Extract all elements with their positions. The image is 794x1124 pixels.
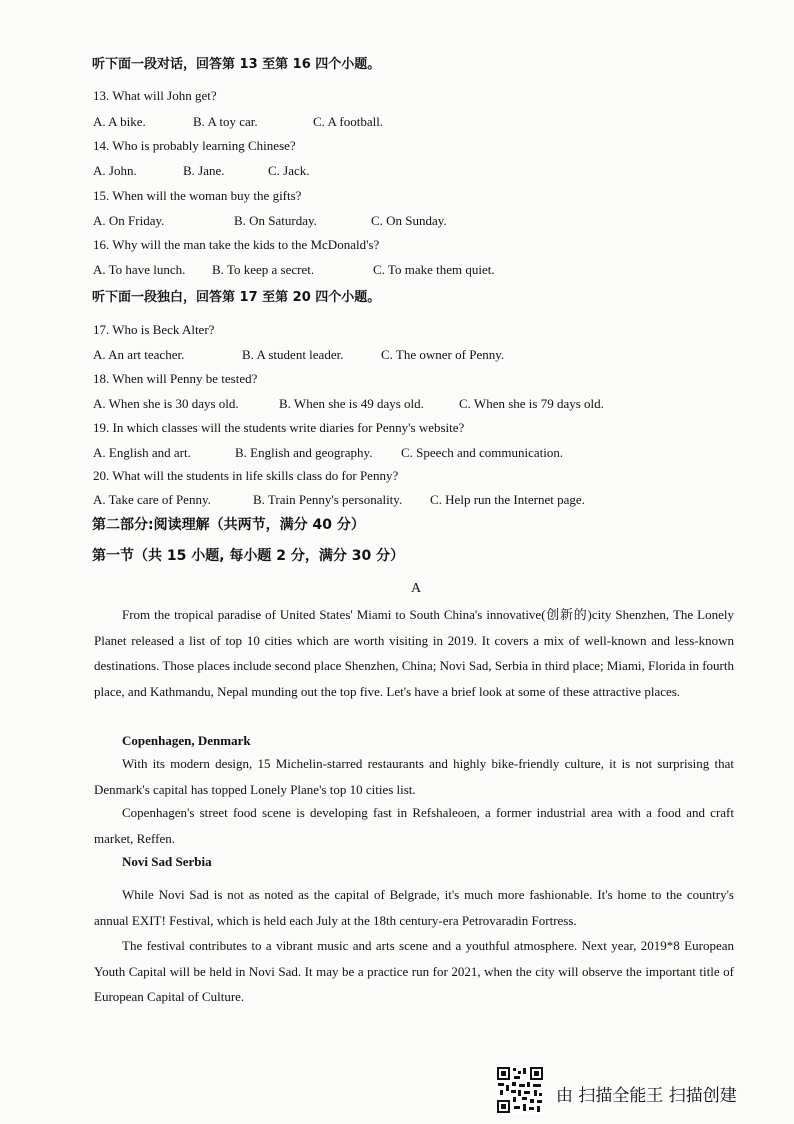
q19-option-a: A. English and art.: [93, 445, 191, 460]
q20-option-a: A. Take care of Penny.: [93, 492, 211, 507]
novisad-paragraph-2: The festival contributes to a vibrant music and arts scene and a youthful atmosphere. Next year, 2019*8 European Youth Capital will be held in Novi Sad. It may be a practice run for 2021, when the city will observe the important title of European Capital of Culture.: [94, 938, 734, 1004]
question-19: 19. In which classes will the students write diaries for Penny's website?: [93, 420, 465, 435]
qr-code-icon: [496, 1066, 544, 1114]
question-18: 18. When will Penny be tested?: [93, 371, 258, 386]
section-title: 第一节（共 15 小题, 每小题 2 分，满分 30 分）: [92, 548, 405, 564]
q14-option-a: A. John.: [93, 163, 137, 178]
question-16: 16. Why will the man take the kids to the McDonald's?: [93, 237, 380, 252]
q17-option-b: B. A student leader.: [242, 347, 344, 362]
q19-option-b: B. English and geography.: [235, 445, 373, 460]
q17-option-a: A. An art teacher.: [93, 347, 185, 362]
q18-option-a: A. When she is 30 days old.: [93, 396, 239, 411]
copenhagen-paragraph-1: With its modern design, 15 Michelin-starred restaurants and highly bike-friendly culture, it is not surprising that Denmark's capital has topped Lonely Plane's top 10 cities list.: [94, 756, 734, 797]
question-17: 17. Who is Beck Alter?: [93, 322, 215, 337]
q15-option-a: A. On Friday.: [93, 213, 165, 228]
q18-option-c: C. When she is 79 days old.: [459, 396, 604, 411]
q20-option-b: B. Train Penny's personality.: [253, 492, 403, 507]
copenhagen-heading: Copenhagen, Denmark: [122, 733, 251, 748]
novisad-paragraph-1: While Novi Sad is not as noted as the capital of Belgrade, it's much more fashionable. It's home to the country's annual EXIT! Festival, which is held each July at the 18th century-era Petrovaradin Fortress.: [94, 887, 734, 928]
q16-option-c: C. To make them quiet.: [373, 262, 495, 277]
question-14: 14. Who is probably learning Chinese?: [93, 138, 296, 153]
q13-option-b: B. A toy car.: [193, 114, 258, 129]
q13-option-c: C. A football.: [313, 114, 384, 129]
q13-option-a: A. A bike.: [93, 114, 146, 129]
q16-option-b: B. To keep a secret.: [212, 262, 315, 277]
question-13: 13. What will John get?: [93, 88, 217, 103]
scan-watermark: 由 扫描全能王 扫描创建: [556, 1086, 737, 1106]
q16-option-a: A. To have lunch.: [93, 262, 186, 277]
intro-paragraph: From the tropical paradise of United States' Miami to South China's innovative(创新的)city Shenzhen, The Lonely Planet released a list of top 10 cities which are worth visiting in 2019. It covers a mix of well-known and less-known destinations. Those places include second place Shenzhen, China; Novi Sad, Serbia in third place; Miami, Florida in fourth place, and Kathmandu, Nepal munding out the top five. Let's have a brief look at some of these attractive places.: [94, 607, 734, 699]
novisad-heading: Novi Sad Serbia: [122, 854, 212, 869]
q14-option-c: C. Jack.: [268, 163, 310, 178]
q20-option-c: C. Help run the Internet page.: [430, 492, 585, 507]
question-15: 15. When will the woman buy the gifts?: [93, 188, 302, 203]
q19-option-c: C. Speech and communication.: [401, 445, 564, 460]
dialogue-instruction: 听下面一段对话，回答第 13 至第 16 四个小题。: [92, 57, 381, 72]
passage-letter: A: [411, 581, 422, 596]
q15-option-b: B. On Saturday.: [234, 213, 317, 228]
q18-option-b: B. When she is 49 days old.: [279, 396, 424, 411]
q14-option-b: B. Jane.: [183, 163, 225, 178]
question-20: 20. What will the students in life skills class do for Penny?: [93, 468, 399, 483]
q17-option-c: C. The owner of Penny.: [381, 347, 505, 362]
monologue-instruction: 听下面一段独白，回答第 17 至第 20 四个小题。: [92, 290, 381, 305]
q15-option-c: C. On Sunday.: [371, 213, 447, 228]
part-title: 第二部分:阅读理解（共两节，满分 40 分）: [92, 517, 365, 533]
copenhagen-paragraph-2: Copenhagen's street food scene is developing fast in Refshaleoen, a former industrial area with a food and craft market, Reffen.: [94, 805, 734, 846]
